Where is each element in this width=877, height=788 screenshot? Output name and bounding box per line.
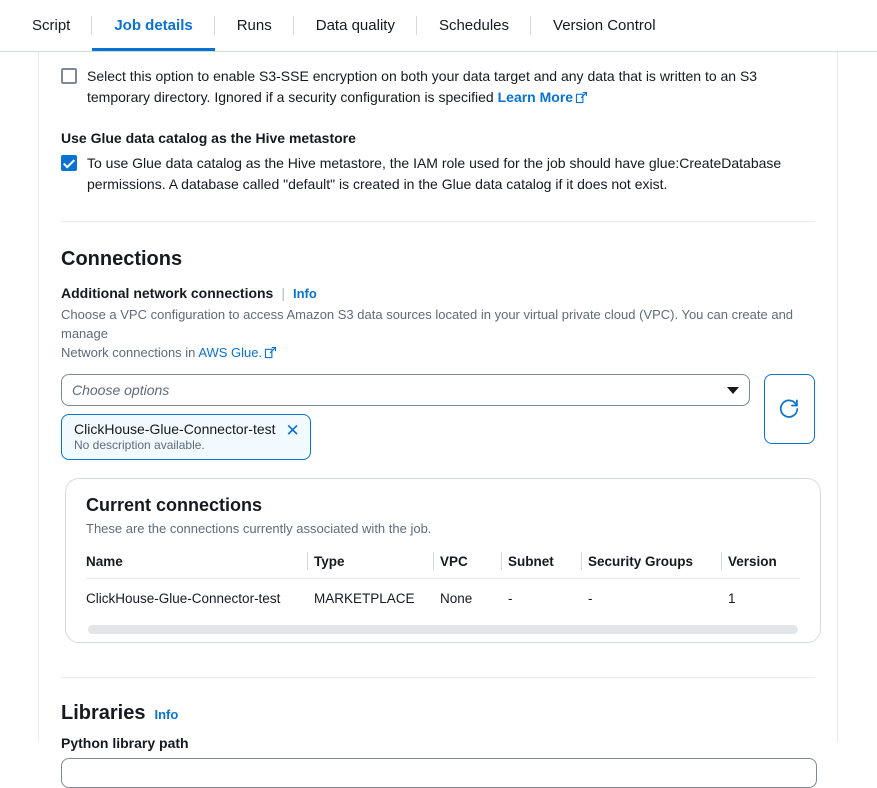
chevron-down-icon (727, 387, 739, 394)
cell-type: MARKETPLACE (314, 591, 415, 606)
hive-metastore-checkbox[interactable] (61, 155, 77, 171)
connections-info-link[interactable]: Info (293, 286, 317, 301)
tab-label: Data quality (315, 17, 395, 34)
python-library-path-input[interactable] (61, 758, 817, 788)
column-label: Type (314, 554, 345, 569)
column-divider (433, 552, 434, 570)
column-header-name[interactable] (86, 548, 314, 579)
tab-job-details[interactable] (92, 0, 214, 51)
column-header-subnet[interactable] (508, 548, 588, 579)
table-horizontal-scrollbar-wrap (88, 625, 798, 642)
current-connections-table (86, 548, 800, 619)
table-row[interactable] (86, 579, 800, 620)
s3-sse-text: Select this option to enable S3-SSE encryption on both your data target and any data that is written to an S3 temporary directory. Ignored if a security configuration is specified (87, 68, 758, 105)
column-header-version[interactable] (728, 548, 800, 579)
column-label: Subnet (508, 554, 554, 569)
hive-metastore-description: To use Glue data catalog as the Hive metastore, the IAM role used for the job should have glue:CreateDatabase permissions. A database called "default" is created in the Glue data catalog if it does not exist. (87, 155, 782, 192)
tab-label: Schedules (438, 17, 510, 34)
learn-more-link[interactable]: Learn More (497, 89, 574, 105)
column-label: Name (86, 554, 123, 569)
connections-select-row (61, 374, 815, 460)
tab-data-quality[interactable] (294, 0, 417, 51)
connections-description-line2: Network connections in (61, 345, 196, 360)
s3-sse-option-row (61, 66, 815, 108)
section-divider-connections (61, 221, 815, 222)
job-details-content (38, 52, 838, 751)
tab-script[interactable] (10, 0, 92, 51)
cell-security-groups: - (588, 591, 593, 606)
token-subtitle: No description available. (74, 438, 205, 452)
tab-runs[interactable] (215, 0, 294, 51)
close-icon[interactable]: ✕ (285, 421, 300, 440)
current-connections-title: Current connections (86, 495, 263, 515)
tab-bar (0, 0, 877, 52)
column-label: Version (728, 554, 777, 569)
external-link-icon (265, 347, 276, 358)
tab-label: Script (32, 17, 71, 34)
column-divider (307, 552, 308, 570)
external-link-icon (576, 92, 587, 103)
libraries-title-row (61, 702, 815, 725)
connections-description-line1: Choose a VPC configuration to access Amazon S3 data sources located in your virtual private cloud (VPC). You can create and manage (61, 307, 794, 341)
connections-multiselect[interactable] (61, 374, 750, 406)
section-divider-libraries (61, 677, 815, 678)
refresh-connections-button[interactable] (764, 374, 815, 444)
column-header-vpc[interactable] (440, 548, 508, 579)
additional-network-connections-label: Additional network connections (61, 285, 274, 301)
tab-label: Runs (236, 17, 272, 34)
hive-metastore-option-row (61, 153, 815, 195)
s3-sse-checkbox[interactable] (61, 68, 77, 84)
libraries-info-link[interactable]: Info (154, 707, 179, 722)
column-divider (721, 552, 722, 570)
python-library-path-label: Python library path (61, 735, 189, 751)
table-header (86, 548, 800, 579)
column-label: VPC (440, 554, 468, 569)
tab-schedules[interactable] (417, 0, 531, 51)
s3-sse-description (87, 66, 807, 108)
column-header-type[interactable] (314, 548, 440, 579)
column-header-security-groups[interactable] (588, 548, 728, 579)
token-title: ClickHouse-Glue-Connector-test (74, 421, 276, 437)
refresh-icon (778, 398, 800, 420)
table-body (86, 579, 800, 620)
connections-section-title: Connections (61, 248, 183, 270)
column-divider (501, 552, 502, 570)
current-connections-subtitle: These are the connections currently associated with the job. (86, 521, 432, 536)
connections-description (61, 305, 801, 362)
aws-glue-link[interactable]: AWS Glue. (198, 345, 263, 360)
table-header-row (86, 548, 800, 579)
libraries-section-title: Libraries (61, 702, 146, 724)
connections-select-column (61, 374, 750, 460)
table-horizontal-scrollbar[interactable] (88, 625, 798, 634)
tab-version-control[interactable] (531, 0, 678, 51)
column-divider (581, 552, 582, 570)
cell-version: 1 (728, 591, 736, 606)
token-text (74, 421, 276, 452)
additional-network-connections-label-row (61, 285, 815, 301)
connections-select-placeholder: Choose options (72, 382, 170, 398)
selected-connection-token[interactable] (61, 414, 311, 460)
cell-vpc: None (440, 591, 473, 606)
tab-label: Job details (114, 17, 193, 34)
hive-metastore-heading: Use Glue data catalog as the Hive metastore (61, 130, 356, 146)
column-label: Security Groups (588, 554, 694, 569)
cell-subnet: - (508, 591, 513, 606)
cell-name: ClickHouse-Glue-Connector-test (86, 591, 281, 606)
current-connections-card (65, 478, 821, 643)
tab-label: Version Control (553, 17, 656, 34)
label-divider: | (281, 285, 285, 301)
